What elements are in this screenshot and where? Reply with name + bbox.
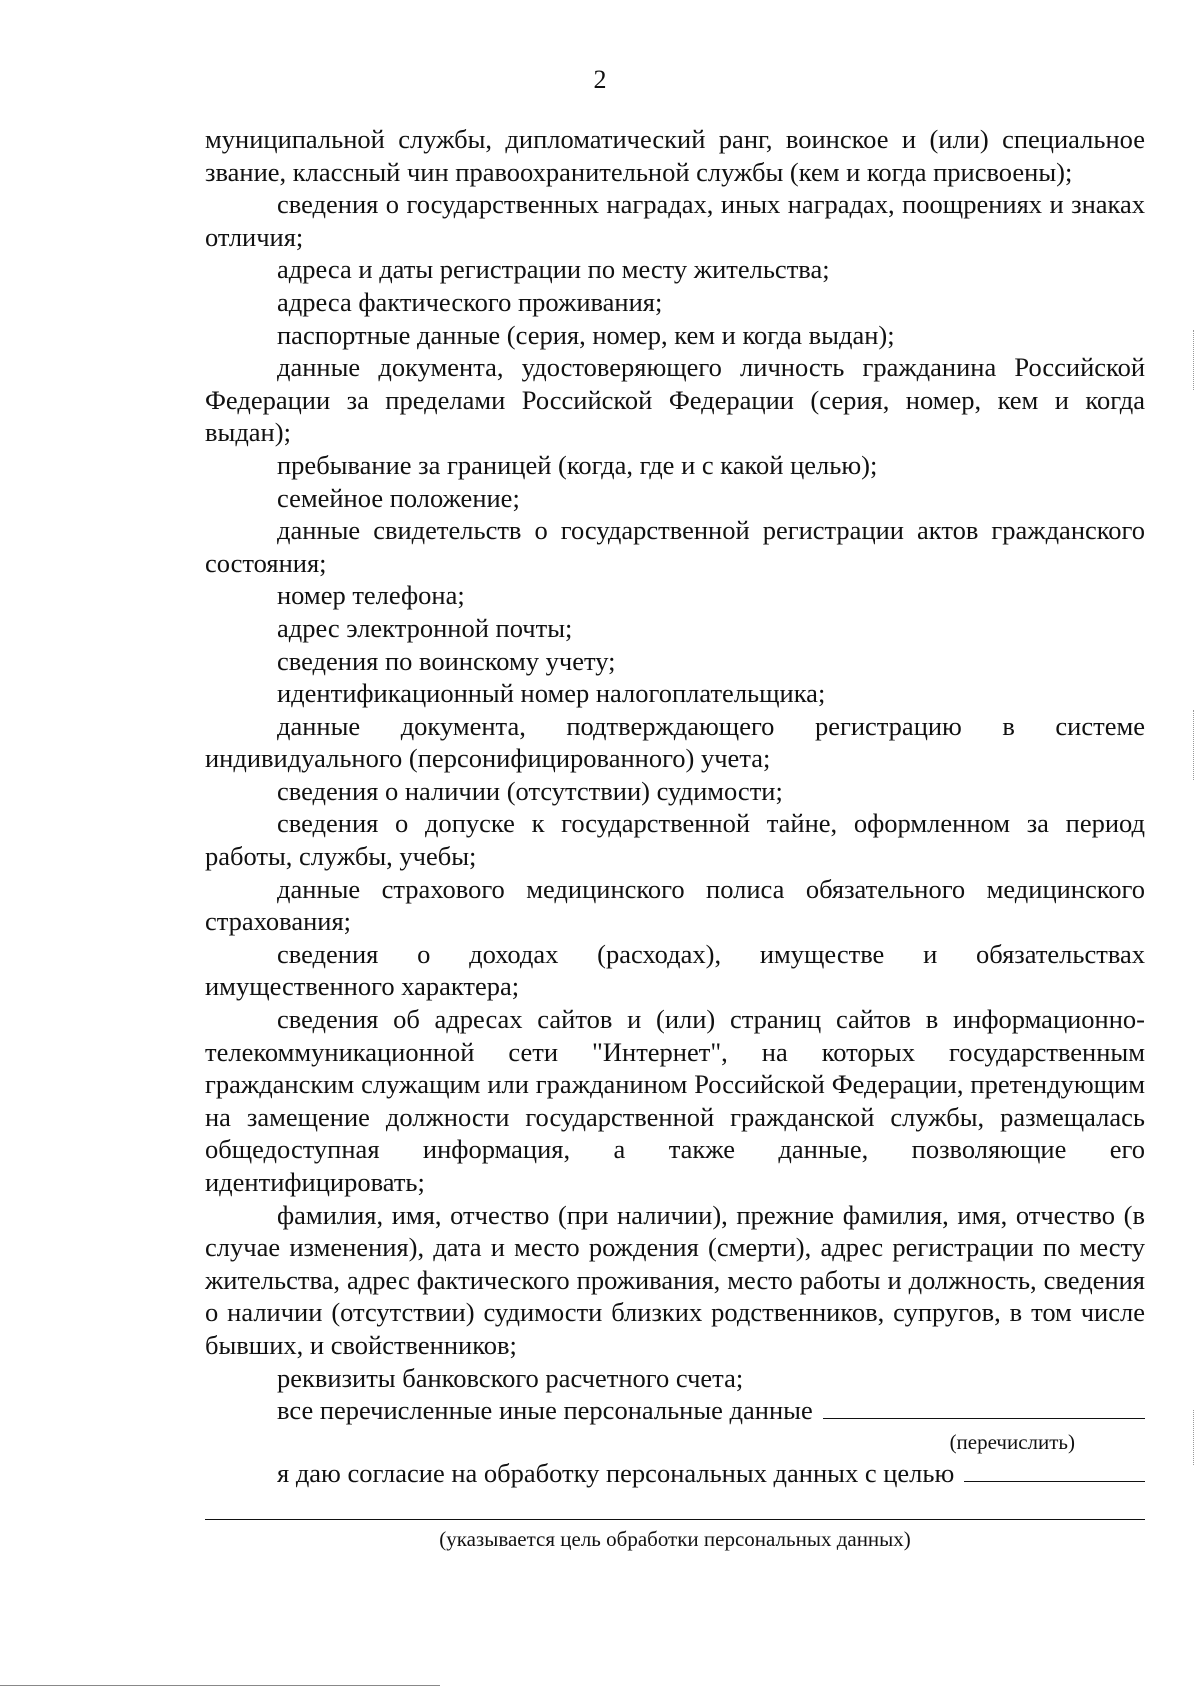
- scan-artifact: [1193, 330, 1196, 390]
- paragraph: сведения о государственных наградах, иных наградах, поощрениях и знаках отличия;: [205, 189, 1145, 252]
- paragraph: данные документа, подтверждающего регистрацию в системе индивидуального (персонифицированного) учета;: [205, 710, 1145, 774]
- paragraph: адреса фактического проживания;: [277, 286, 663, 317]
- paragraph: адреса и даты регистрации по месту жительства;: [277, 254, 830, 285]
- other-data-blank[interactable]: [823, 1394, 1145, 1419]
- other-data-line: [205, 1394, 1145, 1427]
- consent-line: [205, 1457, 1145, 1490]
- paragraph: паспортные данные (серия, номер, кем и когда выдан);: [277, 319, 895, 350]
- scan-artifact: [1193, 710, 1196, 780]
- paragraph: муниципальной службы, дипломатический ранг, воинское и (или) специальное звание, классный чин правоохранительной службы (кем и когда присвоены);: [205, 124, 1145, 187]
- paragraph: данные документа, удостоверяющего личность гражданина Российской Федерации за пределами Российской Федерации (серия, номер, кем и когда выдан);: [205, 352, 1145, 448]
- paragraph: данные свидетельств о государственной регистрации актов гражданского состояния;: [205, 515, 1145, 578]
- paragraph: семейное положение;: [277, 482, 520, 513]
- page-number: 2: [593, 65, 607, 94]
- paragraph: пребывание за границей (когда, где и с какой целью);: [277, 449, 878, 480]
- paragraph: фамилия, имя, отчество (при наличии), прежние фамилия, имя, отчество (в случае изменения), дата и место рождения (смерти), адрес регистрации по месту жительства, адрес фактического проживания, место работы и должность, сведения о наличии (отсутствии) судимости близких родственников, супругов, в том числе бывших, и свойственников;: [205, 1199, 1145, 1360]
- purpose-blank-line[interactable]: [205, 1489, 1145, 1520]
- paragraph: адрес электронной почты;: [277, 612, 573, 643]
- purpose-caption: (указывается цель обработки персональных данных): [439, 1527, 911, 1552]
- paragraph: сведения о допуске к государственной тайне, оформленном за период работы, службы, учебы;: [205, 808, 1145, 872]
- scan-edge: [0, 1685, 440, 1686]
- paragraph: номер телефона;: [277, 580, 465, 611]
- consent-label: я даю согласие на обработку персональных данных с целью: [277, 1457, 955, 1488]
- paragraph: данные страхового медицинского полиса обязательного медицинского страхования;: [205, 873, 1145, 937]
- document-body: [205, 123, 1145, 1554]
- paragraph: реквизиты банковского расчетного счета;: [277, 1362, 744, 1393]
- other-data-label: все перечисленные иные персональные данные: [277, 1395, 813, 1426]
- scan-artifact: [1193, 1410, 1196, 1465]
- paragraph: сведения об адресах сайтов и (или) страниц сайтов в информационно-телекоммуникационной сети "Интернет", на которых государственным гражданским служащим или гражданином Российской Федерации, претендующим на замещение должности государственной гражданской службы, размещалась общедоступная информация, а также данные, позволяющие его идентифицировать;: [205, 1004, 1145, 1197]
- paragraph: сведения о доходах (расходах), имуществе и обязательствах имущественного характера;: [205, 938, 1145, 1002]
- paragraph: сведения по воинскому учету;: [277, 645, 616, 676]
- paragraph: идентификационный номер налогоплательщика;: [277, 678, 826, 709]
- paragraph: сведения о наличии (отсутствии) судимости;: [277, 775, 783, 806]
- purpose-blank[interactable]: [964, 1457, 1145, 1482]
- other-data-caption: (перечислить): [949, 1429, 1075, 1454]
